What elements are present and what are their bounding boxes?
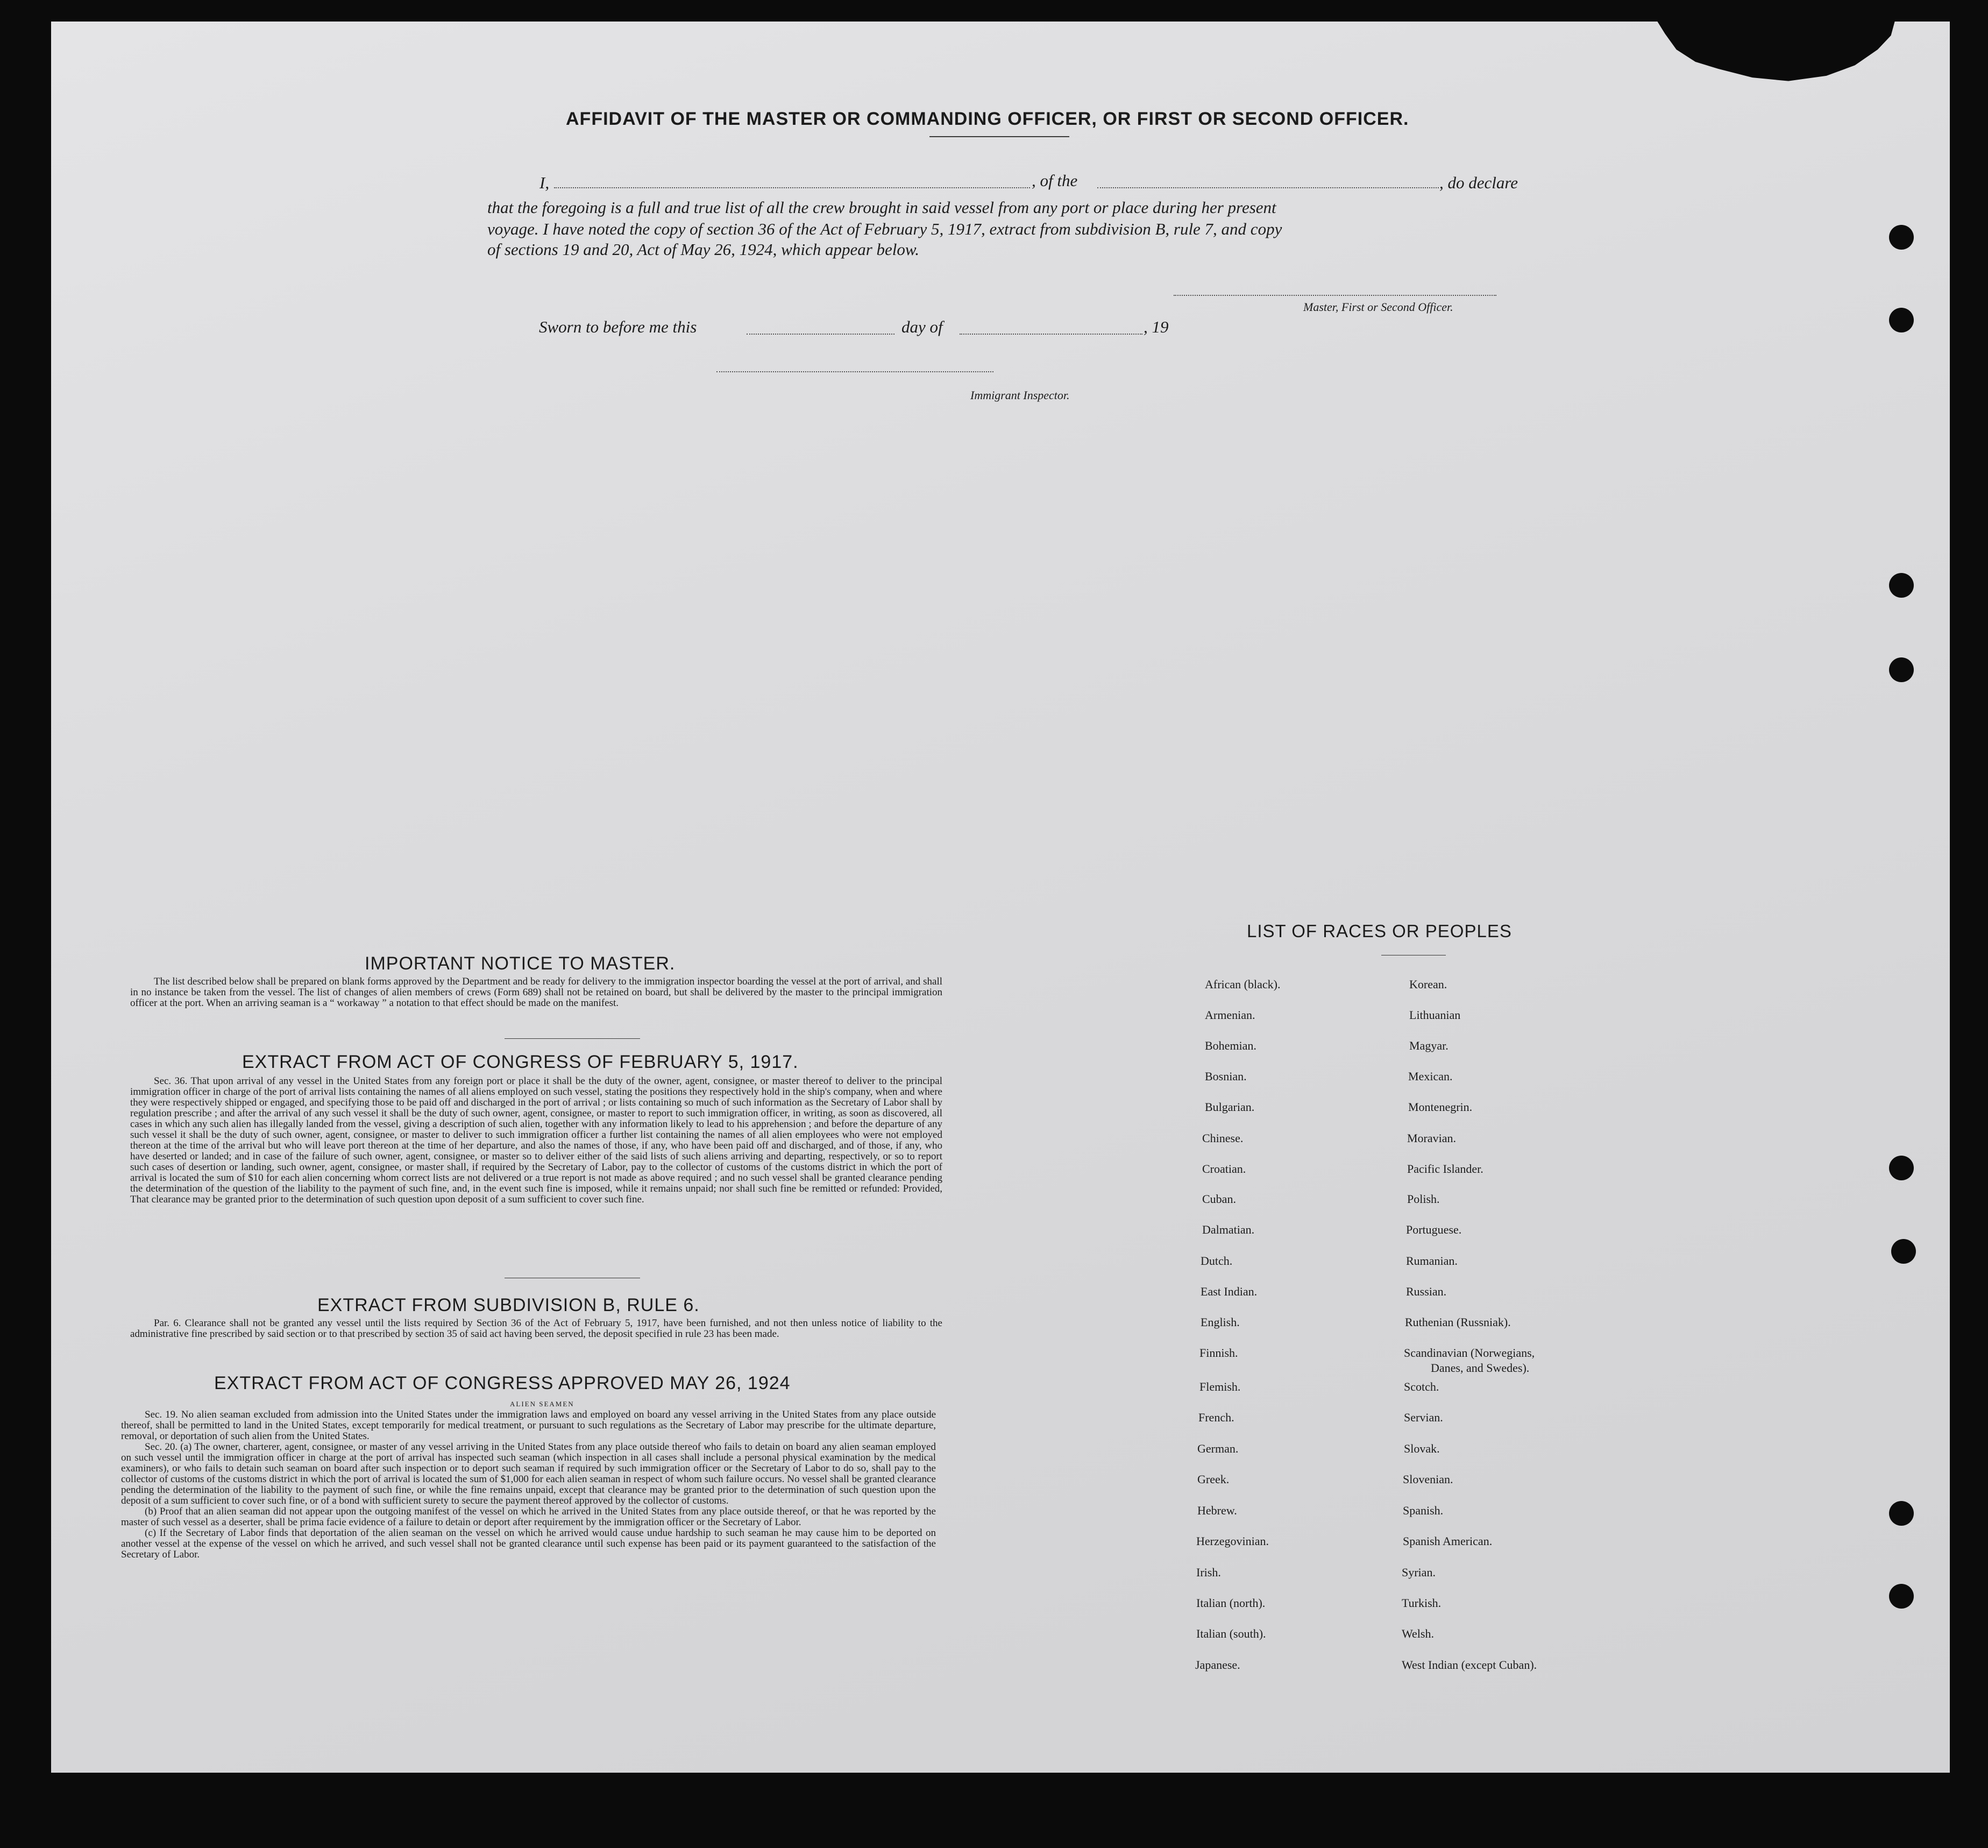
race-right-item: Montenegrin. (1408, 1100, 1473, 1114)
race-left-item: Irish. (1196, 1566, 1221, 1579)
title-underline (929, 136, 1069, 137)
race-left-item: Italian (south). (1196, 1627, 1266, 1640)
race-left-item: Bulgarian. (1205, 1100, 1255, 1114)
race-left-item: African (black). (1205, 978, 1281, 991)
race-right-item: Scandinavian (Norwegians, (1404, 1346, 1535, 1360)
section-36-paragraph: Sec. 36. That upon arrival of any vessel in the United States from any foreign port or place it shall be the duty of the owner, agent, consignee, or master thereof to deliver to the principal immigration officer in charge of the port of arrival lists containing the names of all aliens employed on such vessel, stating the positions they respectively hold in the ship's company, when and where they were respectively shipped or engaged, and specifying those to be paid off and discharged in the port of arrival ; or lists containing so much of such information as the Secretary of Labor shall by regulation prescribe ; and after the arrival of any such vessel it shall be the duty of such owner, agent, consignee, or master to report to such immigration officer, in writing, as soon as discovered, all cases in which any such alien has illegally landed from the vessel, giving a description of such alien, together with any information likely to lead to his apprehension ; and before the departure of any such vessel it shall be the duty of such owner, agent, consignee, or master to deliver to such immigration officer a further list containing the names of all alien employees who were not employed thereon at the time of the arrival but who will leave port thereon at the time of her departure, and also the names of those, if any, who have been paid off and discharged, and of those, if any, who have deserted or landed; and in case of the failure of such owner, agent, consignee, or master so to deliver either of the said lists of such aliens arriving and departing, respectively, or so to report such cases of desertion or landing, such owner, agent, consignee, or master shall, if required by the Secretary of Labor, pay to the collector of customs of the customs district in which the port of arrival is located the sum of $10 for each alien concerning whom correct lists are not delivered or a true report is not made as above required ; and no such vessel shall be granted clearance pending the determination of the question of the liability to the payment of such fine, and, in the event such fine is imposed, while it remains unpaid; nor shall such fine be remitted or refunded: Provided, That clearance may be granted prior to the determination of such question upon deposit of a sum sufficient to cover such fine. (130, 1075, 942, 1205)
race-left-item: Armenian. (1205, 1008, 1255, 1022)
race-right-item: Korean. (1409, 978, 1447, 991)
declare-label: , do declare (1439, 173, 1518, 192)
race-left-item: East Indian. (1201, 1285, 1258, 1298)
sec-20a-paragraph: Sec. 20. (a) The owner, charterer, agent, consignee, or master of any vessel arriving in the United States from any place outside thereof who fails to detain on board any alien seaman employed on such vessel until the immigration officer in charge at the port of arrival has inspected such seaman (which inspection in all cases shall include a personal physical examination by the medical examiners), or who fails to detain such seaman on board after such inspection or to deport such seaman if required by such immigration officer or the Secretary of Labor to do so, shall pay to the collector of customs of the customs district in which the port of arrival is located the sum of $1,000 for each alien seaman in respect of whom such failure occurs. No vessel shall be granted clearance pending the determination of the liability to the payment of such fine, or while the fine remains unpaid, except that clearance may be granted prior to the determination of such question upon the deposit of a sum sufficient to cover such fine, or of a bond with sufficient surety to secure the payment thereof approved by the collector of customs. (121, 1441, 936, 1506)
race-right-item: West Indian (except Cuban). (1402, 1658, 1537, 1672)
inspector-signature-line (716, 371, 993, 372)
race-left-item: Chinese. (1202, 1131, 1244, 1145)
race-left-item: Bosnian. (1205, 1070, 1247, 1083)
extract-1917-text (130, 1076, 942, 1205)
affidavit-body-line-3: of sections 19 and 20, Act of May 26, 1924, which appear below. (487, 240, 920, 259)
master-signature-line (1174, 295, 1496, 296)
sworn-day-of: day of (901, 317, 943, 336)
punch-hole (1889, 1156, 1914, 1180)
sec-20b-paragraph: (b) Proof that an alien seaman did not appear upon the outgoing manifest of the vessel on which he arrived in the United States from any place outside thereof, or that he was reported by the master of such vessel as a deserter, shall be prima facie evidence of a failure to detain or deport after requirement by the immigration officer or the Secretary of Labor. (121, 1506, 936, 1528)
punch-hole (1889, 308, 1914, 332)
race-right-item: Danes, and Swedes). (1431, 1361, 1530, 1375)
race-left-item: Japanese. (1195, 1658, 1240, 1672)
race-left-item: Greek. (1197, 1472, 1230, 1486)
punch-hole (1889, 573, 1914, 598)
race-right-item: Spanish American. (1403, 1534, 1493, 1548)
of-the-label: , of the (1032, 171, 1078, 190)
race-left-item: Herzegovinian. (1196, 1534, 1269, 1548)
punch-hole (1889, 1584, 1914, 1609)
sworn-prefix: Sworn to before me this (539, 317, 697, 336)
notice-title: IMPORTANT NOTICE TO MASTER. (365, 953, 676, 974)
section-divider (505, 1038, 640, 1039)
race-right-item: Scotch. (1404, 1380, 1439, 1393)
race-right-item: Polish. (1407, 1192, 1440, 1206)
race-left-item: Cuban. (1202, 1192, 1236, 1206)
inspector-signature-label: Immigrant Inspector. (970, 388, 1070, 402)
race-left-item: English. (1201, 1315, 1240, 1329)
race-right-item: Moravian. (1407, 1131, 1457, 1145)
notice-text (130, 976, 942, 1009)
par-6-paragraph: Par. 6. Clearance shall not be granted any vessel until the lists required by Section 36 of the Act of February 5, 1917, have been furnished, and not then unless notice of liability to the administrative fine prescribed by said section or to that prescribed by section 35 of said act having been served, the deposit specified in rule 23 has been made. (130, 1318, 942, 1340)
name-blank (554, 187, 1030, 188)
punch-hole (1889, 657, 1914, 682)
vessel-blank (1097, 187, 1439, 188)
race-right-item: Servian. (1404, 1411, 1443, 1424)
race-right-item: Welsh. (1402, 1627, 1434, 1640)
sworn-year: , 19 (1144, 317, 1169, 336)
affidavit-body-line-1: that the foregoing is a full and true list of all the crew brought in said vessel from any port or place during her present (487, 198, 1276, 217)
affidavit-body-line-2: voyage. I have noted the copy of section 36 of the Act of February 5, 1917, extract from subdivision B, rule 7, and copy (487, 220, 1282, 238)
affidavit-title: AFFIDAVIT OF THE MASTER OR COMMANDING OFFICER, OR FIRST OR SECOND OFFICER. (566, 109, 1409, 129)
sec-20c-paragraph: (c) If the Secretary of Labor finds that deportation of the alien seaman on the vessel on which he arrived would cause undue hardship to such seaman he may cause him to be deported on another vessel at the expense of the vessel on which he arrived, and such vessel shall not be granted clearance until such expense has been paid or its payment guaranteed to the satisfaction of the Secretary of Labor. (121, 1527, 936, 1560)
affidavit-i-label: I, (539, 173, 550, 192)
race-right-item: Turkish. (1402, 1596, 1442, 1610)
race-right-item: Mexican. (1408, 1070, 1453, 1083)
race-left-item: Finnish. (1199, 1346, 1238, 1360)
race-right-item: Slovak. (1404, 1442, 1440, 1455)
subdivision-b-title: EXTRACT FROM SUBDIVISION B, RULE 6. (317, 1295, 700, 1315)
race-right-item: Ruthenian (Russniak). (1405, 1315, 1511, 1329)
extract-1924-title: EXTRACT FROM ACT OF CONGRESS APPROVED MAY 26, 1924 (214, 1373, 791, 1393)
race-left-item: Bohemian. (1205, 1039, 1256, 1052)
extract-1917-title: EXTRACT FROM ACT OF CONGRESS OF FEBRUARY 5, 1917. (242, 1052, 799, 1072)
race-left-item: German. (1197, 1442, 1239, 1455)
race-left-item: Dutch. (1201, 1254, 1233, 1268)
notice-paragraph: The list described below shall be prepared on blank forms approved by the Department and be ready for delivery to the immigration inspector boarding the vessel at the port of arrival, and shall in no instance be taken from the vessel. The list of changes of alien members of crews (Form 689) shall not be retained on board, but shall be delivered by the master to the principal immigration officer at the port. When an arriving seaman is a “ workaway ” a notation to that effect should be made on the manifest. (130, 976, 942, 1009)
race-right-item: Russian. (1406, 1285, 1447, 1298)
race-left-item: Dalmatian. (1202, 1223, 1255, 1236)
subdivision-b-text (130, 1318, 942, 1340)
punch-hole (1889, 225, 1914, 250)
race-left-item: Flemish. (1199, 1380, 1241, 1393)
race-left-item: Croatian. (1202, 1162, 1246, 1176)
race-right-item: Syrian. (1402, 1566, 1436, 1579)
races-title: LIST OF RACES OR PEOPLES (1247, 921, 1512, 941)
punch-hole (1891, 1239, 1916, 1264)
race-right-item: Magyar. (1409, 1039, 1449, 1052)
month-blank (960, 334, 1142, 335)
race-left-item: Hebrew. (1197, 1504, 1237, 1517)
race-right-item: Spanish. (1403, 1504, 1444, 1517)
race-left-item: Italian (north). (1196, 1596, 1266, 1610)
alien-seamen-subtitle: ALIEN SEAMEN (510, 1400, 574, 1408)
race-right-item: Portuguese. (1406, 1223, 1462, 1236)
race-right-item: Lithuanian (1409, 1008, 1461, 1022)
sec-19-paragraph: Sec. 19. No alien seaman excluded from admission into the United States under the immigration laws and employed on board any vessel arriving in the United States from any place outside thereof, shall be permitted to land in the United States, except temporarily for medical treatment, or pursuant to such regulations as the Secretary of Labor may prescribe for the ultimate departure, removal, or deportation of such alien from the United States. (121, 1409, 936, 1442)
race-right-item: Pacific Islander. (1407, 1162, 1483, 1176)
race-right-item: Rumanian. (1406, 1254, 1458, 1268)
day-blank (747, 334, 894, 335)
punch-hole (1889, 1501, 1914, 1526)
master-signature-label: Master, First or Second Officer. (1303, 300, 1453, 314)
race-left-item: French. (1198, 1411, 1234, 1424)
extract-1924-text (121, 1410, 936, 1560)
race-right-item: Slovenian. (1403, 1472, 1453, 1486)
